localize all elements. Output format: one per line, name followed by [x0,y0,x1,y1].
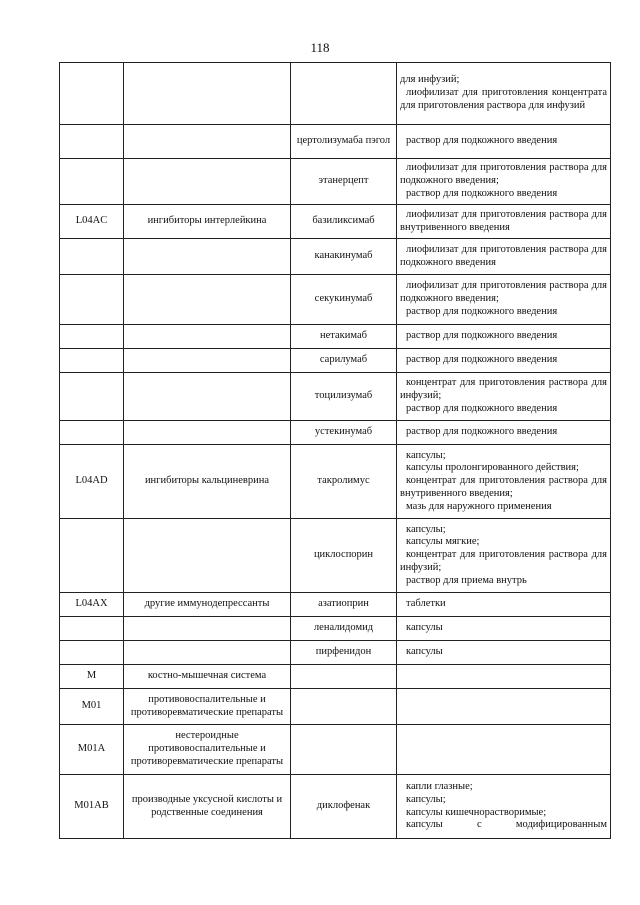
dosage-forms-cell [397,519,611,593]
dosage-forms-cell [397,159,611,205]
dosage-forms-cell [397,63,611,125]
dosage-form-line: концентрат для приготовления раствора для внутривенного введения; [400,475,607,499]
atc-code-cell [60,125,124,159]
atc-code-cell [60,421,124,445]
dosage-form-line: раствор для подкожного введения [406,305,558,317]
page-number: 118 [310,40,330,55]
atc-code-cell [60,159,124,205]
dosage-form-line: капсулы; [406,449,446,461]
dosage-forms-cell [397,349,611,373]
dosage-form-line: раствор для подкожного введения [406,330,558,342]
table-row [60,159,611,205]
anatomical-group-cell [124,275,291,325]
dosage-forms-cell [397,373,611,421]
anatomical-group-cell [124,373,291,421]
table-row [60,421,611,445]
dosage-form-line: капсулы пролонгированного действия; [406,462,579,474]
dosage-form-line: лиофилизат для приготовления раствора для подкожного введения; [400,280,607,305]
table-row [60,125,611,159]
drug-name-cell: диклофенак [291,775,397,839]
drug-name-cell: секукинумаб [291,275,397,325]
drug-name-cell: циклоспорин [291,519,397,593]
atc-code-cell [60,349,124,373]
dosage-forms-cell [397,775,611,839]
dosage-form-line: мазь для наружного применения [406,500,552,512]
dosage-form-line: раствор для подкожного введения [406,402,558,414]
dosage-form-line: раствор для подкожного введения [406,426,558,438]
dosage-form-line: раствор для подкожного введения [406,135,558,147]
dosage-forms-cell [397,325,611,349]
dosage-form-line: капсулы; [406,523,446,535]
dosage-forms-cell [397,205,611,239]
atc-code-cell [60,275,124,325]
anatomical-group-cell [124,519,291,593]
dosage-form-line: таблетки [406,598,446,610]
table-row [60,641,611,665]
atc-code-cell [60,325,124,349]
table-row [60,725,611,775]
atc-code-cell [60,617,124,641]
dosage-forms-cell [397,593,611,617]
dosage-forms-cell [397,689,611,725]
drug-name-cell: леналидомид [291,617,397,641]
anatomical-group-cell [124,125,291,159]
atc-code-cell: L04AX [60,593,124,617]
atc-code-cell: M01AB [60,775,124,839]
table-row [60,349,611,373]
atc-code-cell [60,239,124,275]
table-row [60,519,611,593]
drug-name-cell: азатиоприн [291,593,397,617]
table-row [60,617,611,641]
anatomical-group-cell [124,239,291,275]
dosage-form-line: раствор для приема внутрь [406,574,527,586]
atc-code-cell [60,63,124,125]
atc-code-cell: M [60,665,124,689]
anatomical-group-cell: костно-мышечная система [124,665,291,689]
drug-name-cell: базиликсимаб [291,205,397,239]
dosage-form-line: лиофилизат для приготовления концентрата для приготовления раствора для инфузий [400,87,607,111]
dosage-form-line: капсулы [406,622,443,634]
drug-name-cell: нетакимаб [291,325,397,349]
dosage-form-line: капсулы с модифицированным [406,819,607,831]
dosage-form-line: раствор для подкожного введения [406,187,558,199]
drug-name-cell: тоцилизумаб [291,373,397,421]
table-row [60,665,611,689]
anatomical-group-cell [124,159,291,205]
drug-name-cell: такролимус [291,445,397,519]
dosage-forms-cell [397,239,611,275]
table-row [60,373,611,421]
dosage-form-line: капсулы кишечнорастворимые; [406,806,547,818]
table-body [60,63,611,839]
dosage-forms-cell [397,125,611,159]
table-row [60,275,611,325]
anatomical-group-cell: нестероидные противовоспалительные и противоревматические препараты [124,725,291,775]
atc-code-cell: M01A [60,725,124,775]
dosage-form-line: лиофилизат для приготовления раствора для внутривенного введения [400,208,607,233]
table-row [60,689,611,725]
anatomical-group-cell [124,641,291,665]
dosage-forms-cell [397,421,611,445]
anatomical-group-cell: производные уксусной кислоты и родственные соединения [124,775,291,839]
dosage-form-line: капсулы [406,646,443,658]
atc-code-cell [60,641,124,665]
atc-code-cell [60,373,124,421]
drug-name-cell: устекинумаб [291,421,397,445]
dosage-forms-cell [397,617,611,641]
atc-code-cell: M01 [60,689,124,725]
drug-name-cell: пирфенидон [291,641,397,665]
atc-code-cell: L04AD [60,445,124,519]
dosage-forms-cell [397,275,611,325]
anatomical-group-cell [124,63,291,125]
drug-name-cell: этанерцепт [291,159,397,205]
anatomical-group-cell [124,325,291,349]
table-row [60,325,611,349]
anatomical-group-cell [124,349,291,373]
dosage-form-line: раствор для подкожного введения [406,354,558,366]
drug-name-cell: цертолизумаба пэгол [291,125,397,159]
drug-name-cell [291,665,397,689]
atc-code-cell: L04AC [60,205,124,239]
dosage-forms-cell [397,445,611,519]
dosage-forms-cell [397,725,611,775]
dosage-forms-cell [397,665,611,689]
atc-code-cell [60,519,124,593]
anatomical-group-cell [124,617,291,641]
dosage-form-line: капсулы мягкие; [406,536,480,548]
anatomical-group-cell: противовоспалительные и противоревматические препараты [124,689,291,725]
anatomical-group-cell: ингибиторы кальциневрина [124,445,291,519]
dosage-form-line: лиофилизат для приготовления раствора для подкожного введения [400,243,607,268]
drug-name-cell [291,689,397,725]
anatomical-group-cell [124,421,291,445]
drug-name-cell: сарилумаб [291,349,397,373]
dosage-form-line: лиофилизат для приготовления раствора для подкожного введения; [400,162,607,187]
dosage-form-line: для инфузий; [400,74,460,86]
anatomical-group-cell: ингибиторы интерлейкина [124,205,291,239]
table-row [60,593,611,617]
dosage-form-line: концентрат для приготовления раствора для инфузий; [400,549,607,573]
drug-table [59,62,611,839]
drug-name-cell: канакинумаб [291,239,397,275]
table-row [60,63,611,125]
dosage-form-line: капсулы; [406,793,446,805]
dosage-forms-cell [397,641,611,665]
dosage-form-line: концентрат для приготовления раствора для инфузий; [400,377,607,402]
table-row [60,445,611,519]
table-row [60,239,611,275]
dosage-form-line: капли глазные; [406,780,473,792]
table-row [60,775,611,839]
anatomical-group-cell: другие иммунодепрессанты [124,593,291,617]
table-row [60,205,611,239]
drug-name-cell [291,63,397,125]
drug-name-cell [291,725,397,775]
